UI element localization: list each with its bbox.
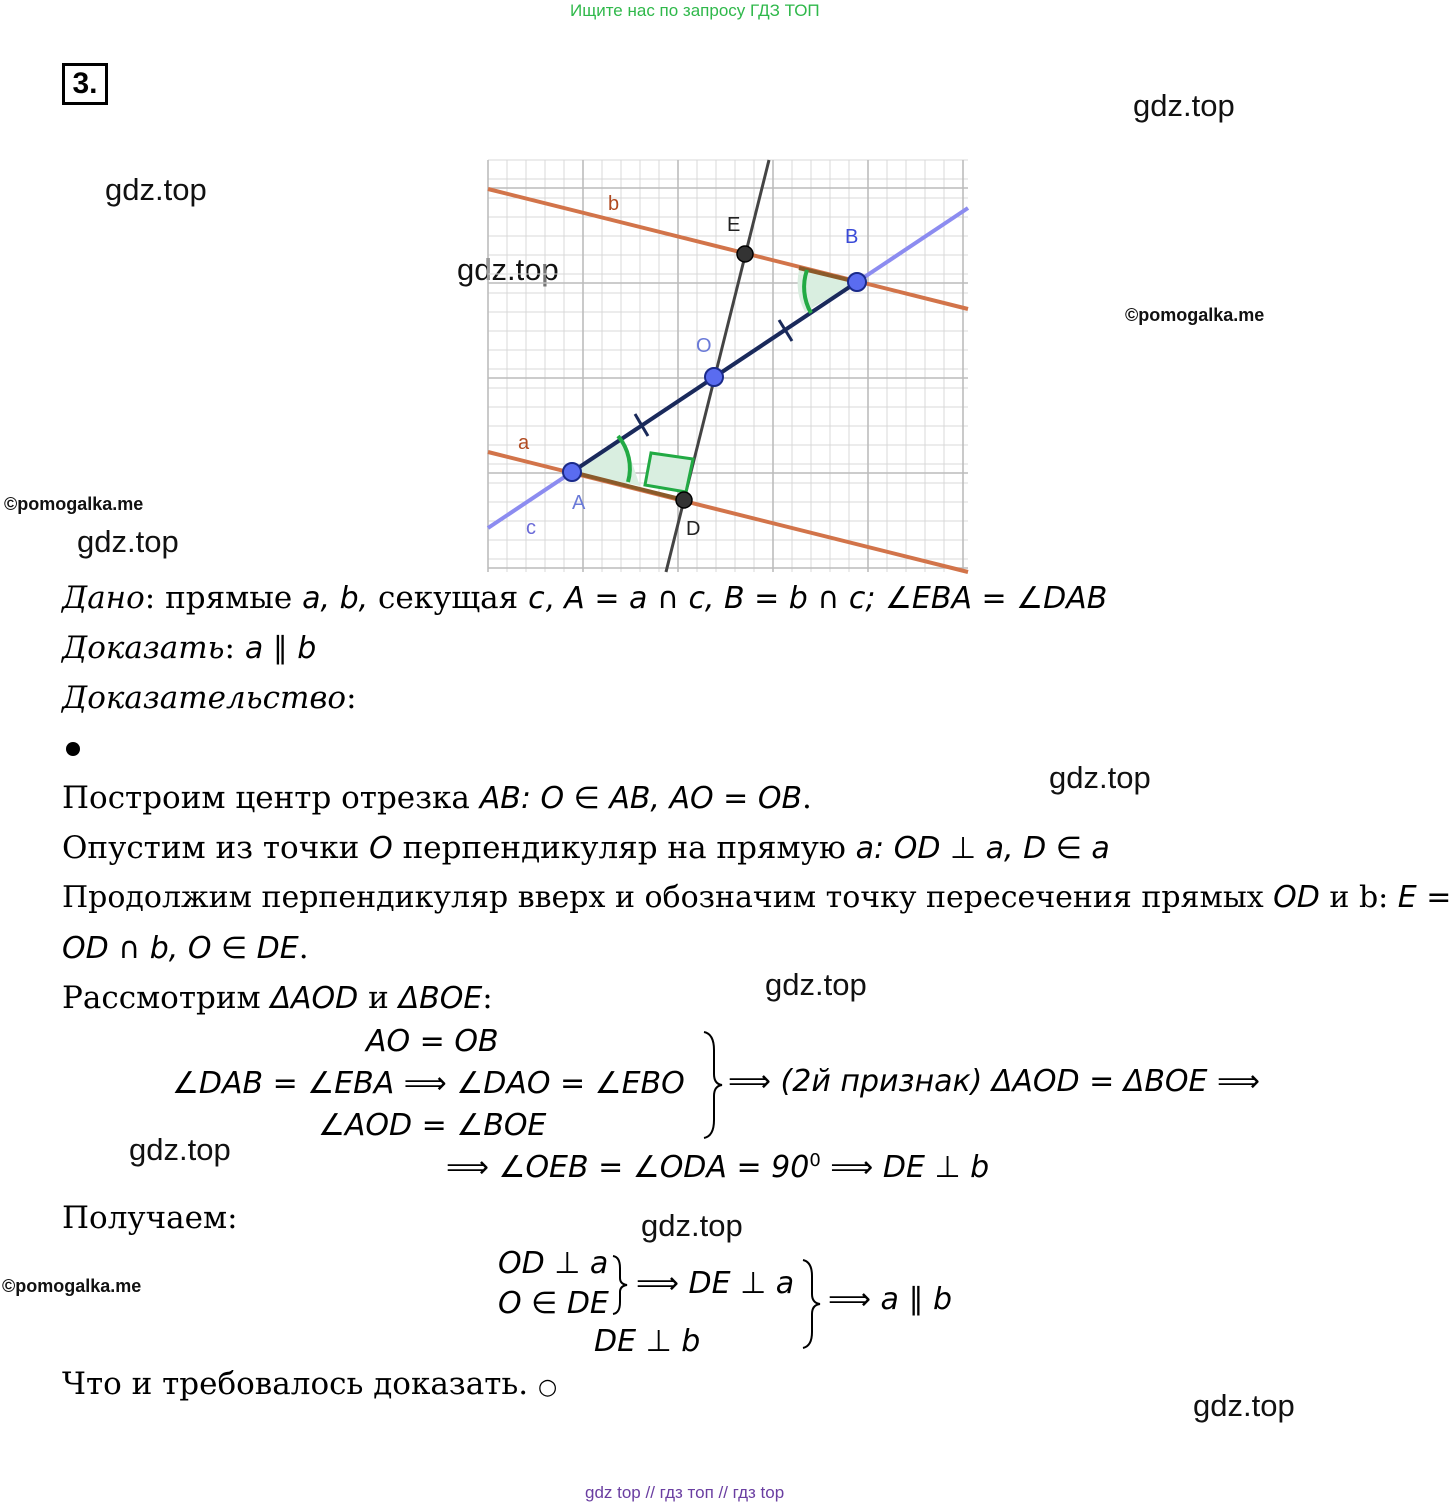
given-label: Дано: [62, 580, 145, 616]
step-2-text-2: перпендикуляр на прямую: [392, 830, 856, 866]
step-4-end: .: [298, 930, 309, 966]
point-A: [563, 463, 581, 481]
geometry-figure: [488, 160, 970, 572]
step-2-math-1: O: [369, 831, 393, 866]
given-math-c: A = a ∩ c, B = b ∩ c; ∠EBA = ∠DAB: [564, 581, 1108, 616]
proof-heading: [62, 680, 357, 716]
system1-conclusion-pre: ⟹ ∠OEB = ∠ODA = 90: [446, 1150, 810, 1185]
step-3-math-2: E =: [1397, 880, 1451, 915]
proof-colon: :: [346, 680, 357, 716]
watermark-pomogalka: ©pomogalka.me: [2, 1276, 142, 1296]
step-1-text: Построим центр отрезка: [62, 780, 480, 816]
watermark-gdz: gdz.top: [765, 967, 867, 1002]
point-O: [705, 368, 723, 386]
point-D: [676, 492, 692, 508]
watermark-gdz: gdz.top: [77, 524, 179, 559]
point-E: [737, 246, 753, 262]
step-5: [62, 980, 493, 1016]
system1-row1: AO = OB: [366, 1024, 499, 1059]
watermark-gdz: gdz.top: [1193, 1388, 1295, 1423]
right-angle-mark: [645, 453, 693, 492]
prove-line: [62, 630, 316, 666]
line-b: [488, 189, 968, 309]
bullet: [66, 742, 80, 756]
prove-sep: :: [224, 630, 245, 666]
watermark-gdz: gdz.top: [1133, 88, 1235, 123]
top-banner: Ищите нас по запросу ГДЗ ТОП: [570, 1, 820, 20]
step-2-math-2: a: OD ⊥ a, D ∈ a: [855, 831, 1110, 866]
system2-result: ⟹ a ∥ b: [828, 1282, 953, 1317]
system1-row3: ∠AOD = ∠BOE: [318, 1108, 547, 1143]
step-5-end: :: [482, 980, 493, 1016]
system2-mid: ⟹ DE ⊥ a: [636, 1266, 795, 1301]
step-1-end: .: [802, 780, 812, 816]
proof-label: Доказательство: [62, 680, 347, 716]
system1-result: [728, 1064, 1260, 1099]
step-2-text: Опустим из точки: [62, 830, 370, 866]
label-A: A: [572, 492, 586, 514]
step-3-text-2: и b:: [1319, 880, 1398, 915]
point-B: [848, 273, 866, 291]
system1-row2: ∠DAB = ∠EBA ⟹ ∠DAO = ∠EBO: [172, 1066, 685, 1101]
step-3: [62, 880, 1451, 915]
prove-math: a ∥ b: [244, 631, 317, 666]
system2-r2: O ∈ DE: [498, 1286, 609, 1321]
footer-links[interactable]: gdz top // гдз топ // гдз top: [585, 1483, 785, 1502]
qed-line: [62, 1366, 557, 1402]
system2-r3: DE ⊥ b: [594, 1324, 701, 1359]
given-line: [62, 580, 1107, 616]
step-5-math-2: ΔBOE: [398, 981, 483, 1016]
label-c: c: [526, 517, 536, 539]
label-O: O: [696, 335, 712, 357]
step-5-text-2: и: [358, 980, 399, 1016]
given-text-c: ,: [544, 580, 565, 616]
label-b: b: [608, 193, 620, 215]
system1-conclusion: [446, 1150, 989, 1185]
system1-result-text: ⟹ (2й признак) ΔAOD = ΔBOE ⟹: [728, 1064, 1261, 1099]
step-4: [62, 930, 309, 966]
watermark-pomogalka: ©pomogalka.me: [4, 494, 144, 514]
system1-brace: [700, 1030, 724, 1140]
step-3-text: Продолжим перпендикуляр вверх и обозначим точку пересечения прямых: [62, 880, 1274, 915]
given-math-a: a, b,: [302, 581, 369, 616]
step-1: [62, 780, 812, 816]
system1-conclusion-sup: 0: [809, 1150, 821, 1171]
step-3-math-1: OD: [1273, 880, 1320, 915]
label-D: D: [686, 518, 701, 540]
label-a: a: [518, 432, 530, 454]
watermark-gdz: gdz.top: [1049, 760, 1151, 795]
watermark-gdz: gdz.top: [641, 1208, 743, 1243]
given-math-b: c: [528, 581, 545, 616]
watermark-gdz: gdz.top: [457, 252, 559, 287]
system1-conclusion-post: ⟹ DE ⊥ b: [820, 1150, 990, 1185]
watermark-gdz: gdz.top: [129, 1132, 231, 1167]
label-E: E: [727, 214, 741, 236]
step-1-math: AB: O ∈ AB, AO = OB: [479, 781, 803, 816]
watermark-gdz: gdz.top: [105, 172, 207, 207]
line-a: [488, 452, 968, 572]
label-B: B: [845, 226, 859, 248]
system2-brace-inner: [610, 1254, 630, 1316]
watermark-pomogalka: ©pomogalka.me: [1125, 305, 1265, 325]
given-text-a: : прямые: [144, 580, 303, 616]
task-number: 3.: [62, 63, 108, 105]
step-2: [62, 830, 1110, 866]
system2-r1: OD ⊥ a: [498, 1246, 609, 1281]
step-5-text: Рассмотрим: [62, 980, 271, 1016]
prove-label: Доказать: [62, 630, 225, 666]
step-5-math-1: ΔAOD: [270, 981, 359, 1016]
getting-line: Получаем:: [62, 1200, 238, 1236]
qed-text: Что и требовалось доказать.: [62, 1366, 529, 1402]
qed-mark: ○: [537, 1375, 558, 1400]
given-text-b: секущая: [368, 580, 529, 616]
system2-brace-outer: [800, 1258, 822, 1350]
step-4-math: OD ∩ b, O ∈ DE: [62, 931, 299, 966]
